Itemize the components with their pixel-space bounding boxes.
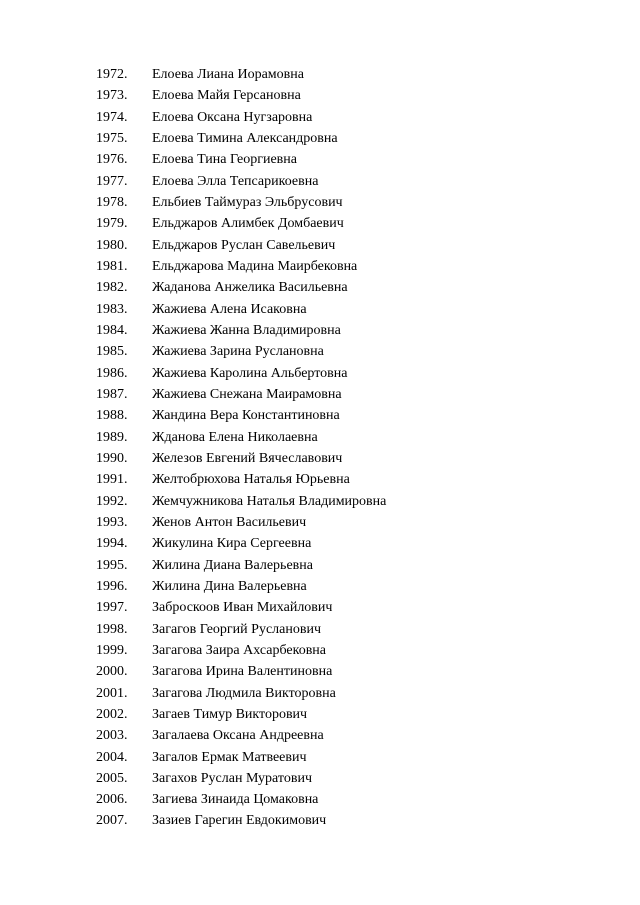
entry-number: 1995.: [96, 557, 128, 573]
entry-name: Елоева Лиана Иорамовна: [152, 67, 304, 82]
list-item: [96, 619, 616, 640]
entry-name: Жажиева Каролина Альбертовна: [152, 365, 348, 381]
list-item: [96, 747, 616, 768]
entry-number: 1993.: [96, 514, 128, 530]
entry-name: Жажиева Зарина Руслановна: [152, 344, 324, 360]
list-item: [96, 704, 616, 725]
entry-number: 1988.: [96, 408, 128, 424]
list-item: [96, 107, 616, 128]
entry-name: Елоева Майя Герсановна: [152, 88, 301, 104]
list-item: [96, 299, 616, 320]
entry-number: 1992.: [96, 493, 128, 509]
entry-name: Загахов Руслан Муратович: [152, 770, 312, 786]
list-item: [96, 448, 616, 469]
list-item: [96, 405, 616, 426]
entry-number: 1997.: [96, 600, 128, 616]
list-item: [96, 427, 616, 448]
entry-name: Жемчужникова Наталья Владимировна: [152, 493, 387, 509]
entry-name: Елоева Элла Тепсарикоевна: [152, 173, 319, 189]
entry-number: 2005.: [96, 770, 128, 786]
entry-name: Елоева Оксана Нугзаровна: [152, 109, 313, 125]
list-item: [96, 341, 616, 362]
entry-name: Жданова Елена Николаевна: [152, 429, 318, 445]
entry-number: 1977.: [96, 173, 128, 189]
entry-number: 1973.: [96, 88, 128, 104]
entry-number: 2004.: [96, 749, 128, 765]
entry-number: 1980.: [96, 237, 128, 253]
list-item: [96, 725, 616, 746]
list-item: [96, 256, 616, 277]
entry-number: 1999.: [96, 642, 128, 658]
entry-number: 1972.: [96, 67, 128, 82]
entry-number: 1975.: [96, 130, 128, 146]
list-item: [96, 192, 616, 213]
list-item: [96, 512, 616, 533]
entry-name: Жажиева Снежана Маирамовна: [152, 386, 342, 402]
list-item: [96, 171, 616, 192]
entry-number: 1986.: [96, 365, 128, 381]
list-item: [96, 128, 616, 149]
list-item: [96, 810, 616, 831]
list-item: [96, 469, 616, 490]
entry-number: 1987.: [96, 386, 128, 402]
entry-name: Зазиев Гарегин Евдокимович: [152, 813, 327, 829]
entry-name: Загагова Ирина Валентиновна: [152, 664, 333, 680]
list-item: [96, 640, 616, 661]
entry-name: Женов Антон Васильевич: [152, 514, 307, 530]
entry-number: 1990.: [96, 450, 128, 466]
list-item: [96, 320, 616, 341]
list-item: [96, 789, 616, 810]
list-item: [96, 768, 616, 789]
numbered-name-list: [96, 64, 616, 832]
entry-number: 1989.: [96, 429, 128, 445]
list-item: [96, 555, 616, 576]
list-item: [96, 363, 616, 384]
list-item: [96, 213, 616, 234]
entry-name: Жилина Диана Валерьевна: [152, 557, 313, 573]
entry-name: Ельджаров Алимбек Домбаевич: [152, 216, 344, 232]
entry-name: Ельбиев Таймураз Эльбрусович: [152, 194, 343, 210]
entry-name: Жандина Вера Константиновна: [152, 408, 340, 424]
entry-name: Ельджарова Мадина Маирбековна: [152, 258, 358, 274]
entry-name: Загиева Зинаида Цомаковна: [152, 792, 319, 808]
entry-number: 1983.: [96, 301, 128, 317]
entry-number: 1978.: [96, 194, 128, 210]
entry-number: 1991.: [96, 472, 128, 488]
entry-number: 1982.: [96, 280, 128, 296]
list-item: [96, 597, 616, 618]
entry-name: Жажиева Жанна Владимировна: [152, 322, 341, 338]
entry-name: Желтобрюхова Наталья Юрьевна: [152, 472, 350, 488]
list-item: [96, 491, 616, 512]
entry-number: 2003.: [96, 728, 128, 744]
list-item: [96, 683, 616, 704]
list-item: [96, 85, 616, 106]
entry-name: Загагова Заира Ахсарбековна: [152, 642, 327, 658]
list-item: [96, 661, 616, 682]
entry-name: Жикулина Кира Сергеевна: [152, 536, 312, 552]
entry-number: 1994.: [96, 536, 128, 552]
entry-number: 1974.: [96, 109, 128, 125]
entry-name: Железов Евгений Вячеславович: [152, 450, 343, 466]
entry-number: 1998.: [96, 621, 128, 637]
entry-name: Елоева Тина Георгиевна: [152, 152, 297, 168]
entry-name: Жилина Дина Валерьевна: [152, 578, 307, 594]
entry-name: Ельджаров Руслан Савельевич: [152, 237, 336, 253]
entry-name: Загалаева Оксана Андреевна: [152, 728, 324, 744]
entry-number: 1979.: [96, 216, 128, 232]
entry-name: Загалов Ермак Матвеевич: [152, 749, 307, 765]
entry-name: Жажиева Алена Исаковна: [152, 301, 307, 317]
list-item: [96, 277, 616, 298]
entry-name: Загаев Тимур Викторович: [152, 706, 308, 722]
entry-name: Загагов Георгий Русланович: [152, 621, 321, 637]
entry-name: Жаданова Анжелика Васильевна: [152, 280, 348, 296]
entry-name: Елоева Тимина Александровна: [152, 130, 338, 146]
entry-number: 2000.: [96, 664, 128, 680]
list-item: [96, 235, 616, 256]
entry-number: 1976.: [96, 152, 128, 168]
entry-number: 2006.: [96, 792, 128, 808]
entry-number: 2002.: [96, 706, 128, 722]
entry-name: Заброскоов Иван Михайлович: [152, 600, 333, 616]
entry-number: 1996.: [96, 578, 128, 594]
entry-number: 1981.: [96, 258, 128, 274]
list-item: [96, 64, 616, 85]
list-item: [96, 533, 616, 554]
list-item: [96, 576, 616, 597]
entry-number: 2001.: [96, 685, 128, 701]
entry-number: 2007.: [96, 813, 128, 829]
entry-number: 1984.: [96, 322, 128, 338]
list-item: [96, 149, 616, 170]
entry-name: Загагова Людмила Викторовна: [152, 685, 336, 701]
entry-number: 1985.: [96, 344, 128, 360]
list-item: [96, 384, 616, 405]
